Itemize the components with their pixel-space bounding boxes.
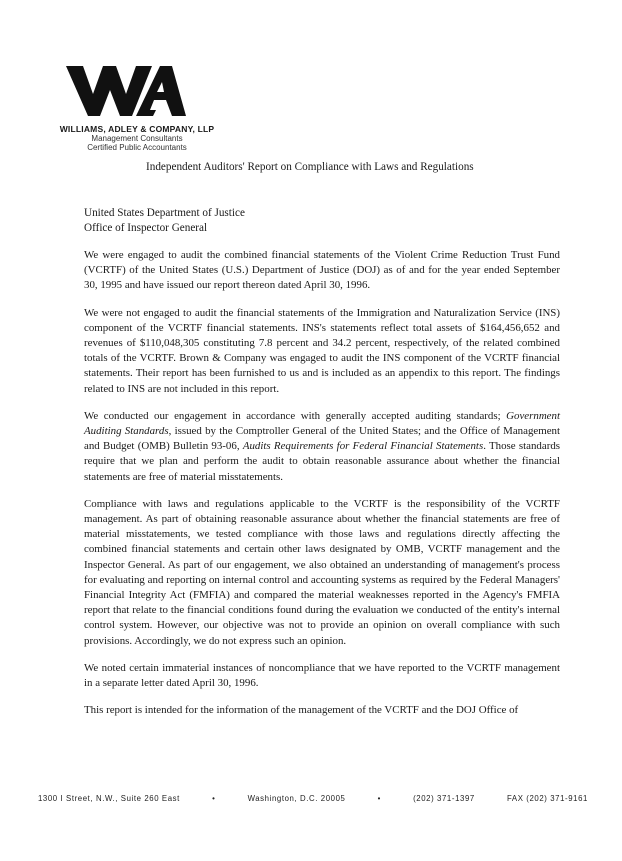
paragraph-3-text-b: , issued by the Comptroller General of the United States; and the Office of Management and Budget (OMB) Bulletin 93-06, (84, 425, 560, 453)
paragraph-6: This report is intended for the information of the management of the VCRTF and the DOJ Office of (84, 704, 519, 717)
footer-bullet-2: • (377, 794, 381, 803)
footer-phone: (202) 371-1397 (413, 794, 475, 803)
paragraph-3 (84, 409, 560, 485)
letterhead (52, 124, 222, 152)
firm-subtitle-2: Certified Public Accountants (87, 143, 187, 152)
paragraph-2: We were not engaged to audit the financial statements of the Immigration and Naturalization Service (INS) component of the VCRTF financial statements. INS's statements reflect total assets of $164,456,652 and revenues of $110,048,305 constituting 7.8 percent and 34.2 percent, respectively, of the related combined totals of the VCRTF. Brown & Company was engaged to audit the INS component of the VCRTF financial statements. Their report has been furnished to us and is included as an appendix to this report. The findings related to INS are not included in this report. (84, 306, 560, 395)
report-title: Independent Auditors' Report on Compliance with Laws and Regulations (146, 161, 474, 173)
footer-city: Washington, D.C. 20005 (247, 794, 346, 803)
gas-reference: Government Auditing Standards (84, 409, 560, 438)
omb-bulletin-reference: Audits Requirements for Federal Financial Statements (242, 440, 484, 453)
footer-street: 1300 I Street, N.W., Suite 260 East (38, 794, 180, 803)
footer-bullet-1: • (212, 794, 216, 803)
addressee-block (84, 206, 245, 236)
firm-subtitle-1: Management Consultants (91, 134, 183, 143)
addressee-line-1: United States Department of Justice (84, 207, 245, 219)
addressee-line-2: Office of Inspector General (84, 222, 208, 234)
footer-fax: FAX (202) 371-9161 (506, 794, 588, 803)
letterhead-footer (38, 794, 588, 803)
firm-name: WILLIAMS, ADLEY & COMPANY, LLP (59, 124, 215, 134)
williams-adley-logo (66, 66, 186, 118)
paragraph-4: Compliance with laws and regulations applicable to the VCRTF is the responsibility of the VCRTF management. As part of obtaining reasonable assurance about whether the financial statements are free of material misstatements, we tested compliance with those laws and regulations directly affecting the combined financial statements and certain other laws designated by OMB, VCRTF management and the Inspector General. As part of our engagement, we also obtained an understanding of management's process for evaluating and reporting on internal control and accounting systems as required by the Federal Managers' Financial Integrity Act (FMFIA) and compared the material weaknesses reported in the Agency's FMFIA report that relate to the financial conditions found during the evaluation we conducted of the entity's internal control system. However, our objective was not to provide an opinion on overall compliance with such provisions. Accordingly, we do not express such an opinion. (84, 497, 560, 647)
report-body (84, 236, 560, 730)
paragraph-5: We noted certain immaterial instances of noncompliance that we have reported to the VCRTF management in a separate letter dated April 30, 1996. (84, 661, 560, 690)
paragraph-3-text-a: We conducted our engagement in accordance with generally accepted auditing standards; (84, 409, 507, 422)
paragraph-3-text-c: . Those standards require that we plan and perform the audit to obtain reasonable assurance about whether the financial statements are free of material misstatements. (84, 440, 561, 483)
paragraph-1: We were engaged to audit the combined financial statements of the Violent Crime Reduction Trust Fund (VCRTF) of the United States (U.S.) Department of Justice (DOJ) as of and for the year ended September 30, 1995 and have issued our report thereon dated April 30, 1996. (84, 249, 560, 292)
